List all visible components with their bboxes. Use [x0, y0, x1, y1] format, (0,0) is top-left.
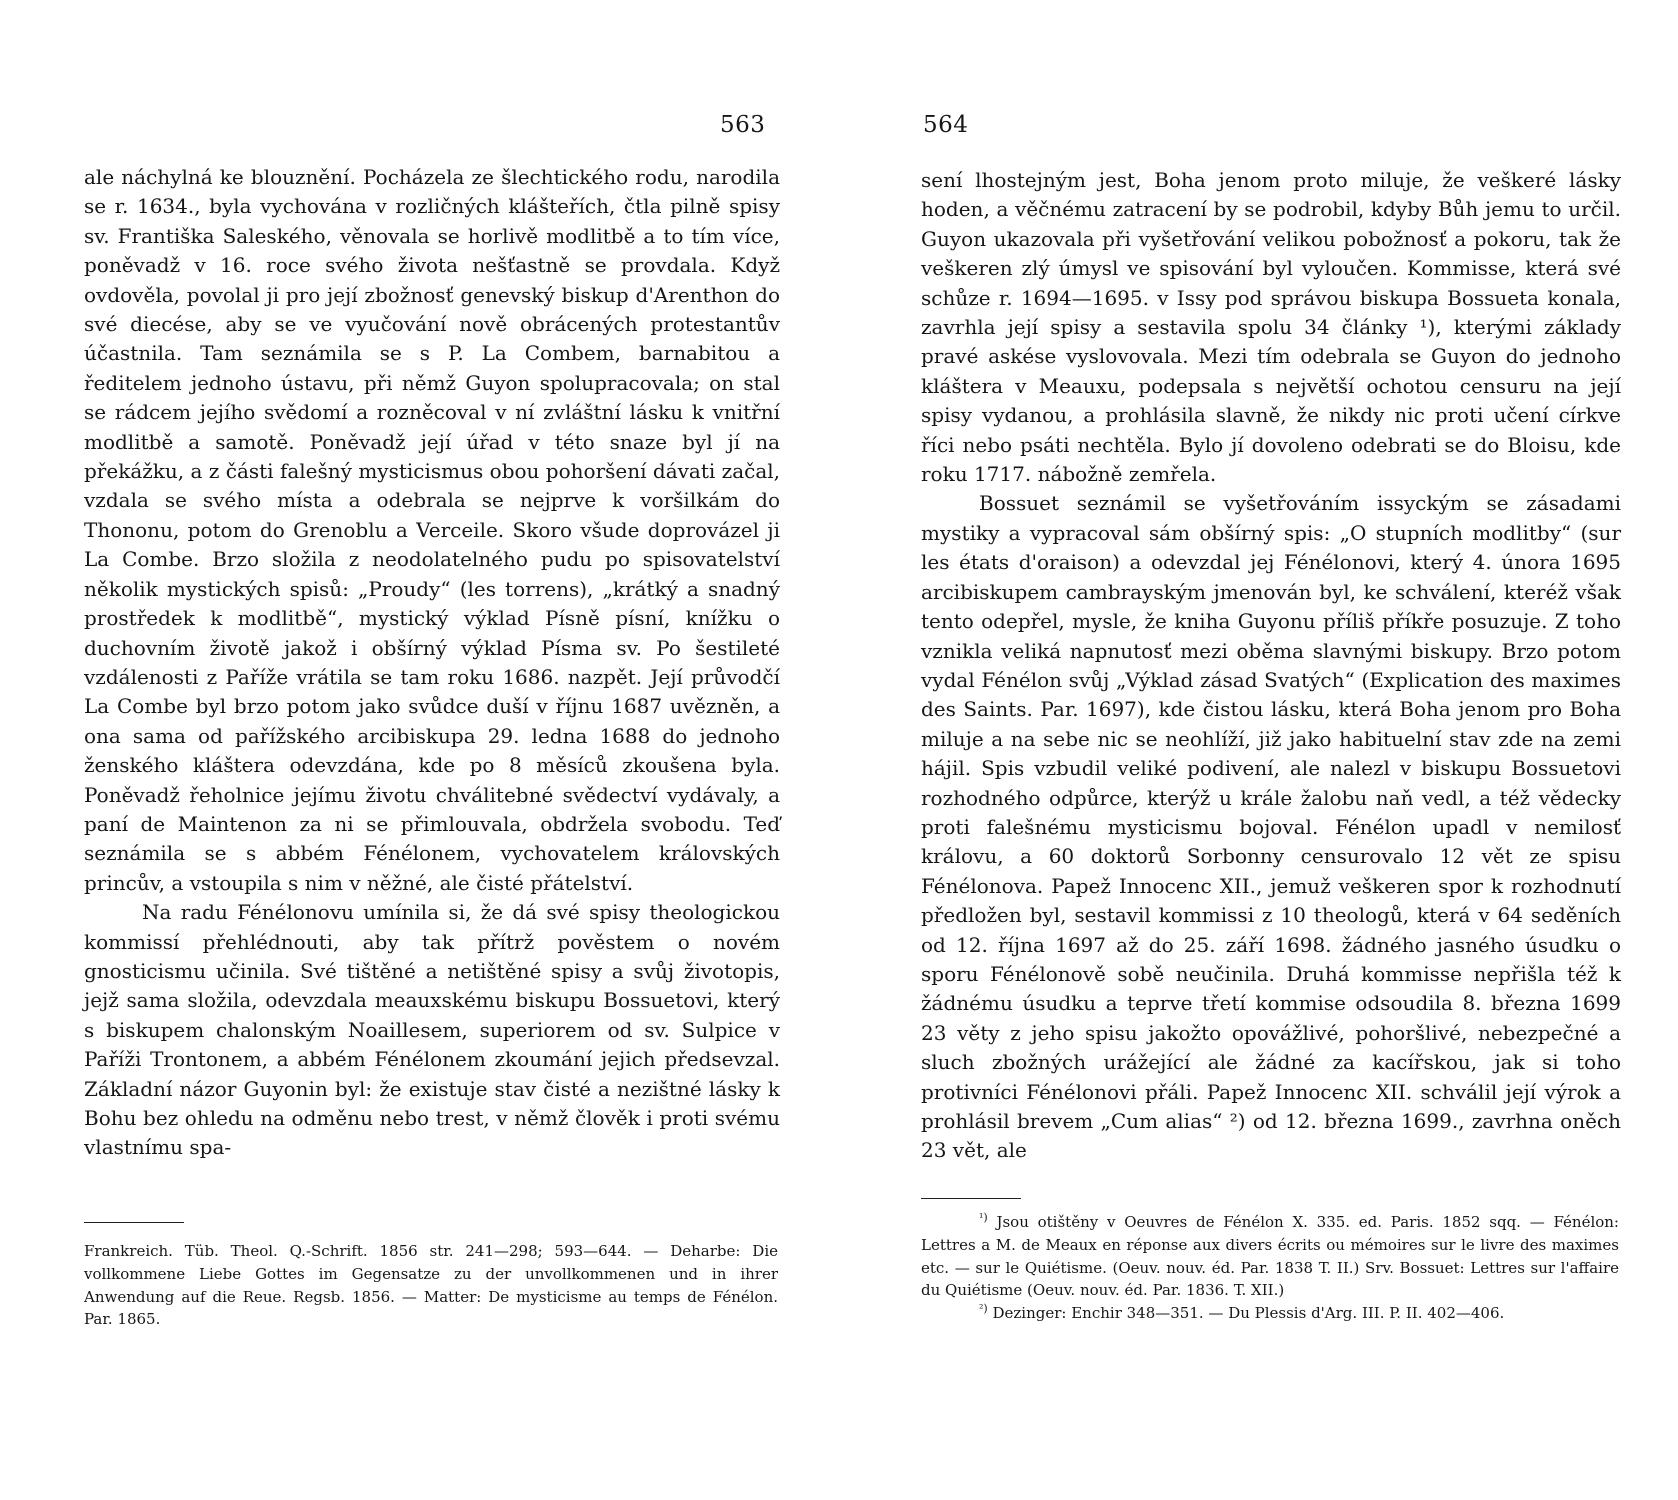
body-text — [921, 166, 1621, 1166]
footnote — [921, 1302, 1619, 1325]
footnote-divider — [921, 1198, 1021, 1199]
footnote-marker: ²) — [979, 1302, 988, 1316]
footnote-marker: ¹) — [979, 1211, 988, 1224]
page-number: 563 — [720, 112, 766, 138]
paragraph: sení lhostejným jest, Boha jenom proto miluje, že veškeré lásky hoden, a věčnému zatracení by se podrobil, kdyby Bůh jemu to určil. Guyon ukazovala při vyšetřování velikou pobožnosť a pokoru, tak že veškeren zlý úmysl ve spisování byl vyloučen. Kommisse, která své schůze r. 1694—1695. v Issy pod správou biskupa Bossueta konala, zavrhla její spisy a sestavila spolu 34 články ¹), kterými základy pravé askése vyslovovala. Mezi tím odebrala se Guyon do jednoho kláštera v Meauxu, podepsala s největší ochotou censuru na její spisy vydanou, a prohlásila slavně, že nikdy nic proti učení církve říci nebo psáti nechtěla. Bylo jí dovoleno odebrati se do Bloisu, kde roku 1717. nábožně zemřela. — [921, 168, 1621, 487]
footnote — [921, 1211, 1619, 1302]
paragraph: Bossuet seznámil se vyšetřováním issyckým se zásadami mystiky a vypracoval sám obšírný spis: „O stupních modlitby“ (sur les états d'oraison) a odevzdal jej Fénélonovi, který 4. února 1695 arcibiskupem cambrayským jmenován byl, ke schválení, kteréž však tento odepřel, mysle, že kniha Guyonu příliš příkře posuzuje. Z toho vznikla veliká napnutosť mezi oběma slavnými biskupy. Brzo potom vydal Fénélon svůj „Výklad zásad Svatých“ (Explication des maximes des Saints. Par. 1697), kde čistou lásku, která Boha jenom pro Boha miluje a na sebe nic se neohlíží, již jako habituelní stav zde na zemi hájil. Spis vzbudil veliké podivení, ale nalezl v biskupu Bossuetovi rozhodného odpůrce, kterýž u krále žalobu naň vedl, a též vědecky proti falešnému mysticismu bojoval. Fénélon upadl v nemilosť královu, a 60 doktorů Sorbonny censurovalo 12 vět ze spisu Fénélonova. Papež Innocenc XII., jemuž veškeren spor k rozhodnutí předložen byl, sestavil kommissi z 10 theologů, která v 64 seděních od 12. října 1697 až do 25. září 1698. žádného jasného úsudku o sporu Fénélonově sobě neučinila. Druhá kommisse nepřišla též k žádnému úsudku a teprve třetí kommise odsoudila 8. března 1699 23 věty z jeho spisu jakožto opovážlivé, pohoršlivé, nebezpečné a sluch zbožných urážející ale žádné za kacířskou, jak si toho protivníci Fénélonovi přáli. Papež Innocenc XII. schválil její výrok a prohlásil brevem „Cum alias“ ²) od 12. března 1699., zavrhna oněch 23 vět, ale — [921, 491, 1621, 1163]
footnotes — [921, 1211, 1619, 1325]
footnote-divider — [84, 1222, 184, 1223]
footnote-continuation: Frankreich. Tüb. Theol. Q.-Schrift. 1856 str. 241—298; 593—644. — Deharbe: Die vollkommene Liebe Gottes im Gegensatze zu der unvollkommenen und in ihrer Anwendung auf die Reue. Regsb. 1856. — Matter: De mysticisme au temps de Fénélon. Par. 1865. — [84, 1242, 778, 1329]
footnotes — [84, 1240, 778, 1331]
footnote-text: Jsou otištěny v Oeuvres de Fénélon X. 335. ed. Paris. 1852 sqq. — Fénélon: Lettres a M. de Meaux en réponse aux divers écrits ou mémoires sur le livre des maximes etc. — sur le Quiétisme. (Oeuv. nouv. éd. Par. 1838 T. II.) Srv. Bossuet: Lettres sur l'affaire du Quiétisme (Oeuv. nouv. éd. Par. 1836. T. XII.) — [921, 1213, 1619, 1300]
paragraph: Na radu Fénélonovu umínila si, že dá své spisy theologickou kommissí přehlédnouti, aby tak přítrž pověstem o novém gnosticismu učinila. Své tištěné a netištěné spisy a svůj životopis, jejž sama složila, odevzdala meauxskému biskupu Bossuetovi, který s biskupem chalonským Noaillesem, superiorem od sv. Sulpice v Paříži Trontonem, a abbém Fénélonem zkoumání jejich předsevzal. Základní názor Guyonin byl: že existuje stav čisté a nezištné lásky k Bohu bez ohledu na odměnu nebo trest, v němž člověk i proti svému vlastnímu spa- — [84, 900, 780, 1160]
right-page — [839, 0, 1678, 1500]
body-text — [84, 163, 780, 1163]
footnote-text: Dezinger: Enchir 348—351. — Du Plessis d'Arg. III. P. II. 402—406. — [992, 1304, 1505, 1323]
paragraph: ale náchylná ke blouznění. Pocházela ze šlechtického rodu, narodila se r. 1634., byla vychována v rozličných klášteřích, čtla pilně spisy sv. Františka Saleského, věnovala se horlivě modlitbě a to tím více, poněvadž v 16. roce svého života nešťastně se provdala. Když ovdověla, povolal ji pro její zbožnosť genevský biskup d'Arenthon do své diecése, aby se ve vyučování nově obrácených protestantův účastnila. Tam seznámila se s P. La Combem, barnabitou a ředitelem jednoho ústavu, při němž Guyon spolupracovala; on stal se rádcem jejího svědomí a rozněcoval v ní zvláštní lásku k vnitřní modlitbě a samotě. Poněvadž její úřad v této snaze byl jí na překážku, a z části falešný mysticismus obou pohoršení dávati začal, vzdala se svého místa a odebrala se nejprve k voršilkám do Thononu, potom do Grenoblu a Verceile. Skoro všude doprovázel ji La Combe. Brzo složila z neodolatelného pudu po spisovatelství několik mystických spisů: „Proudy“ (les torrens), „krátký a snadný prostředek k modlitbě“, mystický výklad Písně písní, knížku o duchovním životě jakož i obšírný výklad Písma sv. Po šestileté vzdálenosti z Paříže vrátila se tam roku 1686. nazpět. Její průvodčí La Combe byl brzo potom jako svůdce duší v říjnu 1687 uvězněn, a ona sama od pařížského arcibiskupa 29. ledna 1688 do jednoho ženského kláštera odevzdána, kde po 8 měsíců zkoušena byla. Poněvadž řeholnice jejímu životu chválitebné svědectví vydávaly, a paní de Maintenon za ni se přimlouvala, obdržela svobodu. Teď seznámila se s abbém Fénélonem, vychovatelem královských princův, a vstoupila s nim v něžné, ale čisté přátelství. — [84, 165, 780, 895]
page-number: 564 — [923, 112, 969, 138]
